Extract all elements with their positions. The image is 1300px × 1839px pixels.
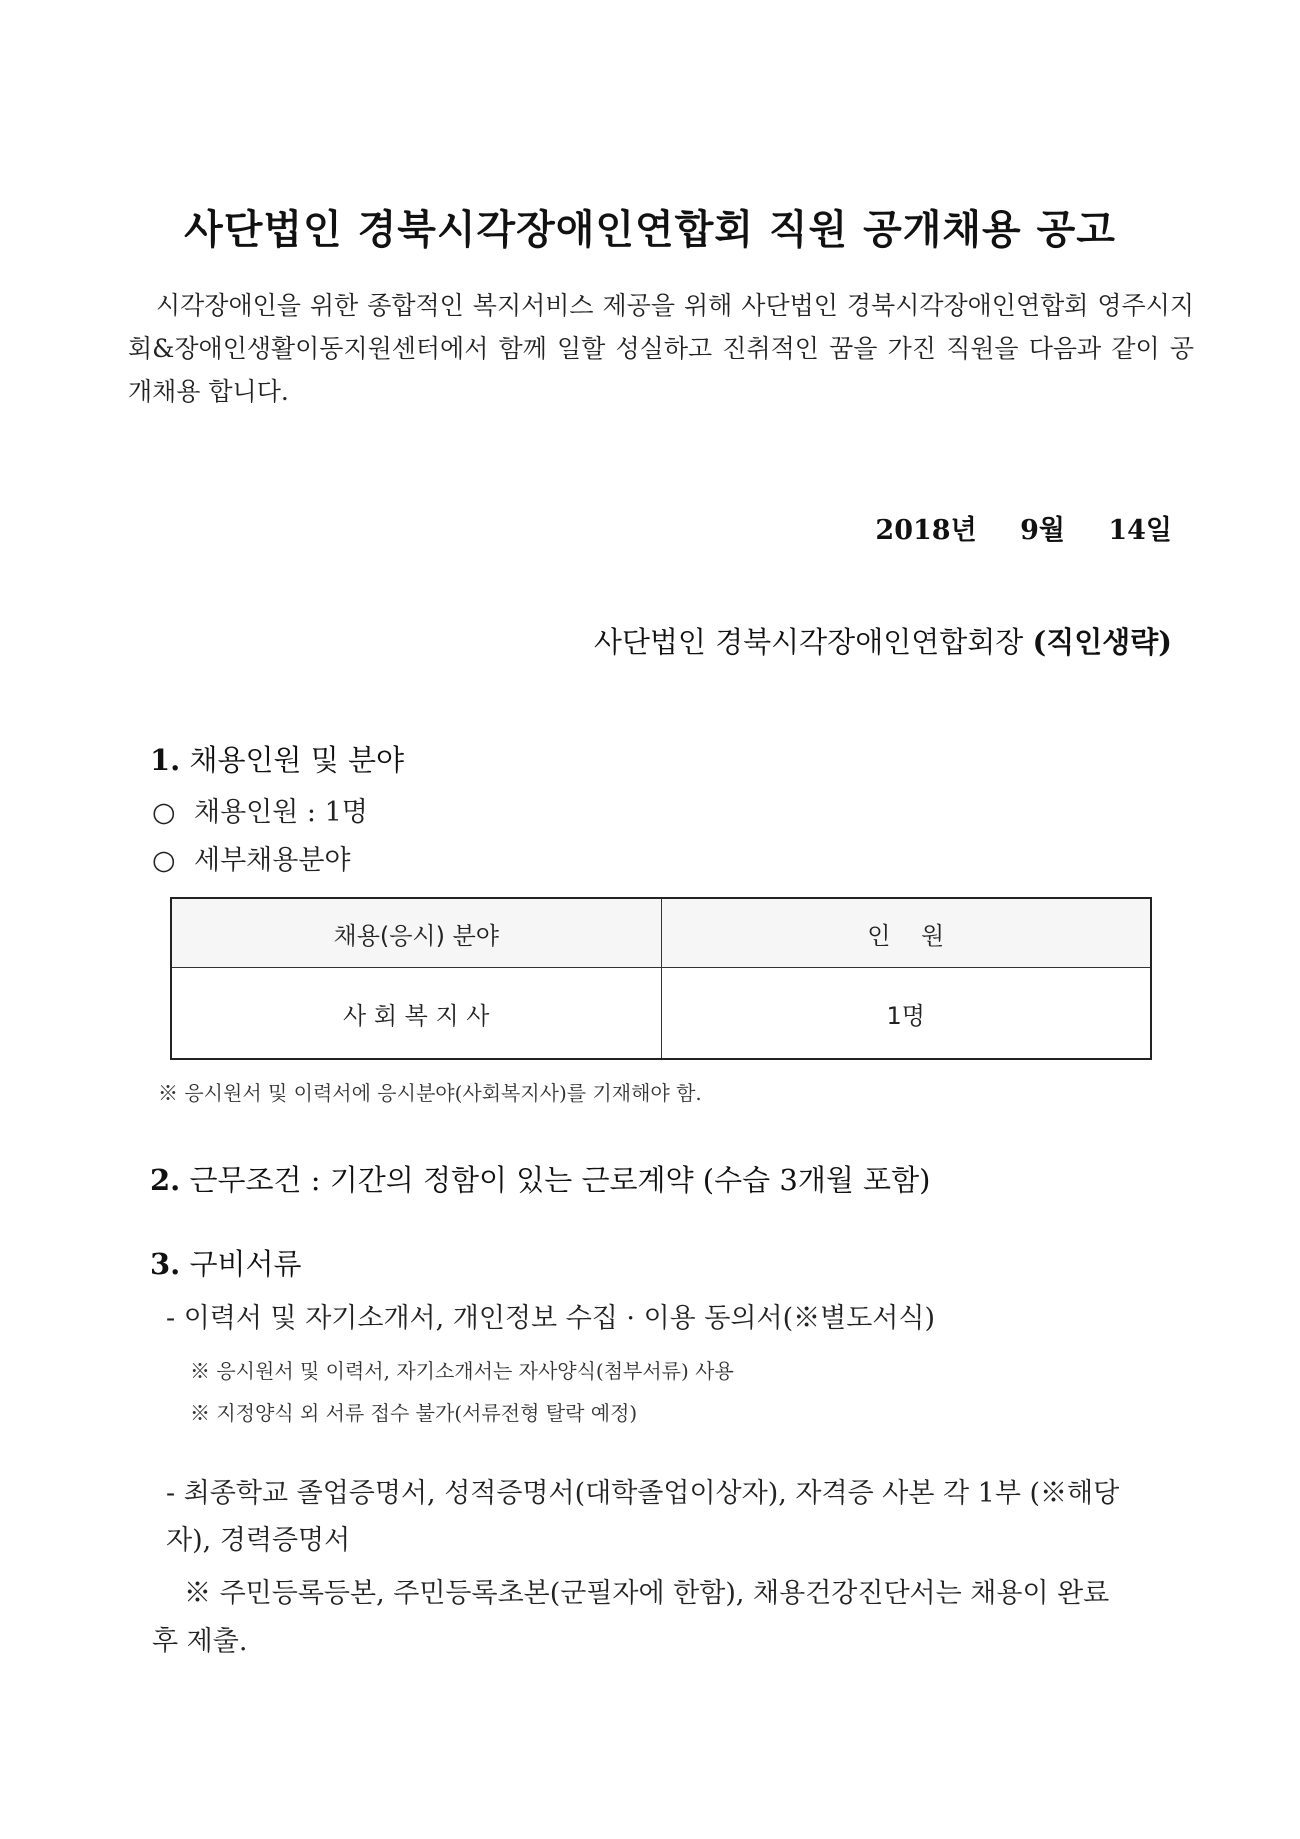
documents-note-2: ※ 지정양식 외 서류 접수 불가(서류전형 탈락 예정)	[190, 1401, 638, 1425]
date-year: 2018년	[875, 515, 977, 546]
signer-line	[0, 620, 1172, 661]
section-3-title: 구비서류	[189, 1247, 302, 1281]
recruitment-table	[170, 897, 1152, 1060]
seal-omitted-note: (직인생략)	[1032, 625, 1172, 659]
table-cell-count: 1명	[661, 968, 1151, 1060]
recruit-count-item	[152, 790, 368, 829]
section-1-heading	[150, 738, 404, 779]
documents-item-1: - 이력서 및 자기소개서, 개인정보 수집 · 이용 동의서(※별도서식)	[166, 1303, 935, 1334]
section-1-title: 채용인원 및 분야	[189, 743, 405, 777]
table-header-field: 채용(응시) 분야	[171, 898, 661, 968]
documents-item-2: - 최종학교 졸업증명서, 성적증명서(대학졸업이상자), 자격증 사본 각 1부 (※해당자), 경력증명서	[166, 1478, 1120, 1556]
table-row	[171, 968, 1151, 1060]
section-2-number: 2.	[150, 1163, 181, 1197]
signer-name: 사단법인 경북시각장애인연합회장	[593, 625, 1024, 659]
table-header-row	[171, 898, 1151, 968]
circle-bullet-icon: ○	[152, 797, 176, 828]
section-2-heading	[150, 1158, 930, 1199]
section-2-title: 근무조건 : 기간의 정함이 있는 근로계약 (수습 3개월 포함)	[189, 1163, 931, 1197]
document-title: 사단법인 경북시각장애인연합회 직원 공개채용 공고	[184, 207, 1116, 253]
recruit-field-item	[152, 838, 351, 877]
intro-paragraph: 시각장애인을 위한 종합적인 복지서비스 제공을 위해 사단법인 경북시각장애인연합회 영주시지회&장애인생활이동지원센터에서 함께 일할 성실하고 진취적인 꿈을 가진 직원을 다음과 같이 공개채용 합니다.	[128, 291, 1194, 406]
application-field-note: ※ 응시원서 및 이력서에 응시분야(사회복지사)를 기재해야 함.	[158, 1081, 702, 1105]
documents-note-1: ※ 응시원서 및 이력서, 자기소개서는 자사양식(첨부서류) 사용	[190, 1359, 734, 1383]
date-day: 14일	[1108, 515, 1172, 546]
documents-note-3: ※ 주민등록등본, 주민등록초본(군필자에 한함), 채용건강진단서는 채용이 완료 후 제출.	[152, 1578, 1110, 1657]
recruit-field-text: 세부채용분야	[194, 845, 351, 876]
circle-bullet-icon: ○	[152, 845, 176, 876]
section-1-number: 1.	[150, 743, 181, 777]
announcement-date	[0, 508, 1172, 547]
date-month: 9월	[1020, 515, 1065, 546]
table-cell-field: 사 회 복 지 사	[171, 968, 661, 1060]
section-3-number: 3.	[150, 1247, 181, 1281]
recruit-count-text: 채용인원 : 1명	[194, 797, 368, 828]
table-header-count: 인 원	[661, 898, 1151, 968]
section-3-heading	[150, 1242, 302, 1283]
